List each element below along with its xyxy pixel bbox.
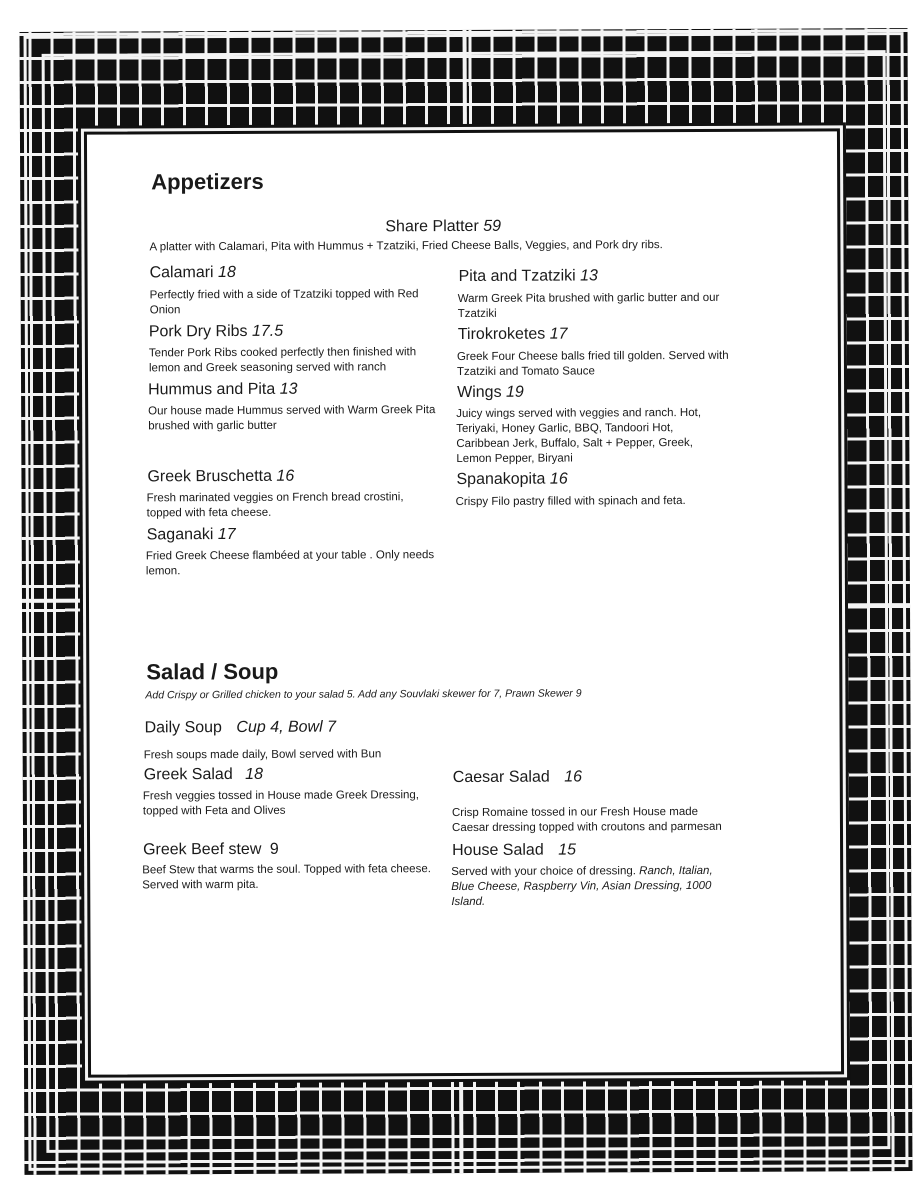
- item-price: 9: [269, 840, 279, 858]
- daily-soup-desc: Fresh soups made daily, Bowl served with Bun: [143, 748, 382, 762]
- menu-item-title: [149, 323, 283, 342]
- item-name: Caesar Salad: [452, 768, 550, 787]
- menu-item-title: [458, 326, 568, 344]
- item-name: Wings: [457, 383, 502, 402]
- item-name: Pita and Tzatziki: [458, 267, 576, 286]
- menu-item-title: [147, 468, 294, 487]
- share-platter-desc: A platter with Calamari, Pita with Hummus + Tzatziki, Fried Cheese Balls, Veggies, and Pork dry ribs.: [149, 239, 663, 254]
- item-price: 13: [580, 267, 598, 285]
- menu-item-desc: Fresh marinated veggies on French bread crostini, topped with feta cheese.: [146, 491, 404, 520]
- menu-item-title: [147, 526, 236, 544]
- item-name: Spanakopita: [456, 470, 546, 489]
- menu-item-desc: Fried Greek Cheese flambéed at your table . Only needs lemon.: [145, 549, 435, 578]
- item-name: Share Platter: [385, 217, 479, 236]
- item-price: 18: [245, 765, 263, 783]
- item-price: 17.5: [251, 322, 284, 340]
- item-price: 16: [276, 467, 295, 485]
- menu-item-desc: Fresh veggies tossed in House made Greek Dressing, topped with Feta and Olives: [142, 789, 420, 818]
- item-name: Greek Beef stew: [143, 840, 262, 859]
- item-name: Hummus and Pita: [148, 380, 276, 399]
- item-price: 59: [483, 217, 502, 235]
- item-name: Calamari: [149, 264, 214, 282]
- menu-item-title: [150, 264, 236, 282]
- menu-item-desc: Tender Pork Ribs cooked perfectly then finished with lemon and Greek seasoning served with ranch: [148, 346, 417, 375]
- menu-item-title: [453, 768, 582, 787]
- item-name: Tirokroketes: [457, 325, 546, 344]
- item-price: 17: [217, 525, 236, 544]
- menu-item-desc: [451, 864, 729, 910]
- item-price: Cup 4, Bowl 7: [236, 718, 337, 736]
- menu-item-title: [144, 766, 263, 785]
- menu-item-title: [456, 471, 567, 489]
- menu-item-desc: Our house made Hummus served with Warm Greek Pita brushed with garlic butter: [148, 404, 436, 433]
- item-price: 13: [279, 380, 298, 398]
- item-desc-text: Served with your choice of dressing.: [451, 865, 636, 879]
- item-name: House Salad: [452, 841, 544, 860]
- item-price: 15: [558, 841, 577, 859]
- share-platter-title: [385, 218, 501, 237]
- menu-item-desc: Crisp Romaine tossed in our Fresh House made Caesar dressing topped with croutons and parmesan: [451, 805, 722, 835]
- section-heading-salad-soup: Salad / Soup: [146, 658, 279, 685]
- item-price: 16: [549, 470, 568, 488]
- item-name: Pork Dry Ribs: [148, 322, 248, 341]
- item-price: 19: [505, 383, 524, 401]
- item-price: 18: [218, 263, 236, 282]
- item-price: 17: [549, 325, 568, 343]
- menu-item-title: [459, 267, 598, 286]
- menu-item-title: [452, 841, 576, 860]
- menu-item-desc: Greek Four Cheese balls fried till golden. Served with Tzatziki and Tomato Sauce: [456, 349, 729, 379]
- item-name: Greek Salad: [143, 765, 233, 784]
- item-name: Greek Bruschetta: [147, 467, 272, 486]
- menu-item-desc: Crispy Filo pastry filled with spinach and feta.: [455, 495, 686, 509]
- dressing-options: Ranch, Italian, Blue Cheese, Raspberry Vin, Asian Dressing, 1000 Island.: [451, 864, 713, 909]
- menu-item-title: [457, 384, 524, 402]
- menu-item-desc: Perfectly fried with a side of Tzatziki topped with Red Onion: [149, 288, 419, 317]
- salad-add-on-note: Add Crispy or Grilled chicken to your salad 5. Add any Souvlaki skewer for 7, Prawn Skewer 9: [145, 687, 582, 702]
- item-name: Daily Soup: [144, 719, 222, 737]
- menu-item-desc: Juicy wings served with veggies and ranch. Hot, Teriyaki, Honey Garlic, BBQ, Tandoori Hot, Caribbean Jerk, Buffalo, Salt + Pepper, Greek, Lemon Pepper, Biryani: [456, 406, 702, 466]
- menu-item-desc: Beef Stew that warms the soul. Topped with feta cheese. Served with warm pita.: [142, 863, 431, 892]
- menu-item-title: [148, 381, 297, 400]
- item-price: 16: [564, 768, 583, 786]
- menu-item-desc: Warm Greek Pita brushed with garlic butter and our Tzatziki: [457, 291, 720, 321]
- section-heading-appetizers: Appetizers: [151, 168, 264, 195]
- item-name: Saganaki: [146, 526, 214, 544]
- daily-soup-title: [145, 719, 337, 738]
- menu-item-title: [143, 841, 279, 860]
